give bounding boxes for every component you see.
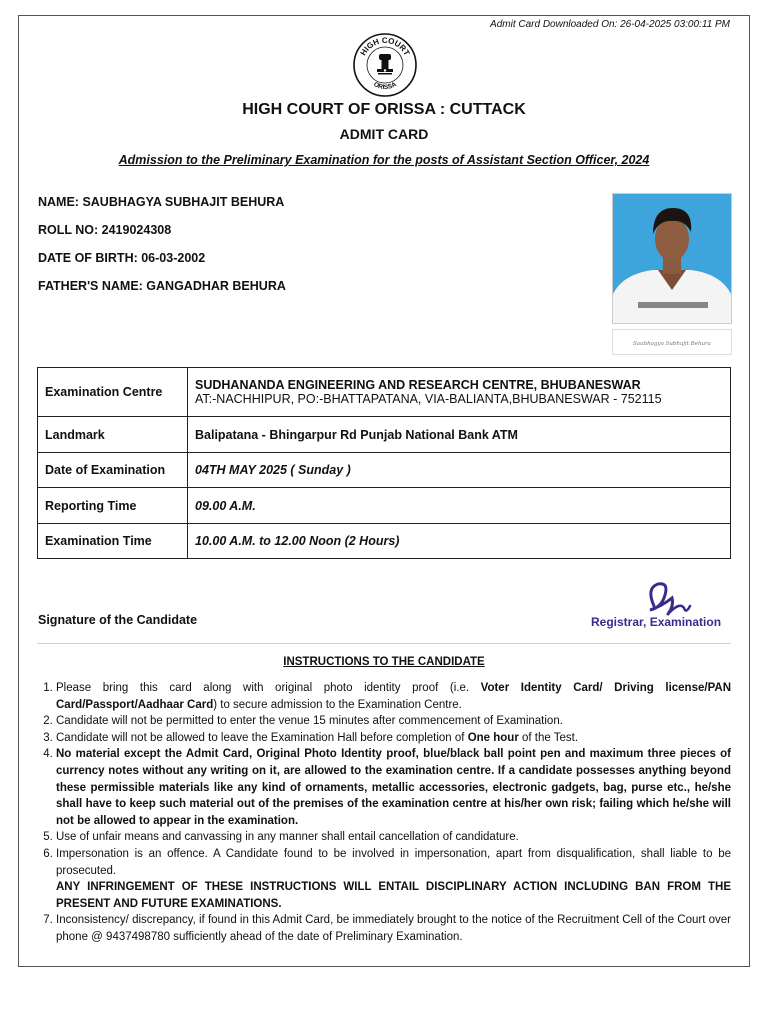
instruction-warning: ANY INFRINGEMENT OF THESE INSTRUCTIONS WILL ENTAIL DISCIPLINARY ACTION INCLUDING BAN FROM THE PRESENT AND FUTURE EXAMINATIONS. [56,881,731,910]
list-item [56,846,731,912]
list-item [56,730,731,747]
instructions-list [37,680,731,946]
table-row [38,524,731,559]
table-row [38,417,731,453]
instruction-emphasis: Voter Identity Card/ Driving license/PAN Card/Passport/Aadhaar Card [56,682,731,711]
admit-card [18,15,750,967]
exam-centre-value [188,368,731,417]
instruction-text: 6. Impersonation is an offence. A Candidate found to be involved in impersonation, apart from disqualification, shall liable to be prosecuted. [56,847,731,877]
exam-date-value: 04TH MAY 2025 ( Sunday ) [188,453,731,488]
table-row [38,368,731,417]
reporting-time-value: 09.00 A.M. [188,488,731,524]
candidate-photo [612,193,732,324]
photo-signature-text: Saubhagya Subhajit Behura [633,341,711,347]
list-item [56,829,731,846]
landmark-label: Landmark [38,417,188,453]
instruction-text: Candidate will not be permitted to enter the venue 15 minutes after commencement of Examination. [56,715,563,728]
exam-date-label: Date of Examination [38,453,188,488]
table-row [38,488,731,524]
exam-time-label: Examination Time [38,524,188,559]
landmark-value: Balipatana - Bhingarpur Rd Punjab National Bank ATM [188,417,731,453]
instruction-text: ) to secure admission to the Examination Centre. [213,698,462,711]
list-item [56,680,731,713]
instruction-text: Candidate will not be allowed to leave the Examination Hall before completion of [56,731,468,744]
instructions-heading: INSTRUCTIONS TO THE CANDIDATE [283,656,485,668]
exam-time-value: 10.00 A.M. to 12.00 Noon (2 Hours) [188,524,731,559]
divider [37,643,731,644]
exam-centre-label: Examination Centre [38,368,188,417]
date-of-birth: DATE OF BIRTH: 06-03-2002 [38,251,206,265]
exam-centre-address: AT:-NACHHIPUR, PO:-BHATTAPATANA, VIA-BALIANTA,BHUBANESWAR - 752115 [195,392,662,406]
instruction-emphasis: One hour [467,731,519,744]
candidate-photo-signature [612,329,732,355]
roll-number: ROLL NO: 2419024308 [38,223,172,237]
svg-text:ORISSA [372,81,398,91]
exam-centre-name: SUDHANANDA ENGINEERING AND RESEARCH CENTRE, BHUBANESWAR [195,378,641,392]
instruction-text: of the Test. [518,731,579,744]
download-timestamp: Admit Card Downloaded On: 26-04-2025 03:00:11 PM [490,19,730,30]
list-item [56,912,731,945]
photo-signature-graphic [613,330,731,354]
seal-top-text: HIGH COURT [358,35,412,58]
table-row [38,453,731,488]
instruction-text: Inconsistency/ discrepancy, if found in this Admit Card, be immediately brought to the notice of the Recruitment Cell of the Court over phone @ 9437498780 sufficiently ahead of the date of Preliminary Examination. [56,914,731,943]
list-item [56,746,731,829]
registrar-title: Registrar, Examination [591,615,722,629]
document-title: ADMIT CARD [339,126,429,142]
court-name: HIGH COURT OF ORISSA : CUTTACK [242,101,526,118]
instruction-text: Use of unfair means and canvassing in any manner shall entail cancellation of candidature. [56,831,519,844]
candidate-signature-label: Signature of the Candidate [38,613,198,627]
high-court-seal-icon [352,32,418,98]
instruction-text: No material except the Admit Card, Original Photo Identity proof, blue/black ball point pen and maximum three pieces of currency notes without any writing on it, are allowed to the examination centre. If a candidate possesses anything beyond these permissible materials like any kind of ornaments, metallic accessories, electronic gadgets, bag, purse etc., he/she shall have to keep such material out of the premises of the examination centre at his/her own risk; failing which he/she will not be allowed to appear in the examination. [56,748,731,827]
list-item [56,713,731,730]
admission-subtitle: Admission to the Preliminary Examination for the posts of Assistant Section Officer, 2024 [118,153,650,167]
reporting-time-label: Reporting Time [38,488,188,524]
exam-details-table [37,367,731,559]
fathers-name: FATHER'S NAME: GANGADHAR BEHURA [38,279,286,293]
seal-bottom-text: ORISSA [372,80,398,92]
candidate-name: NAME: SAUBHAGYA SUBHAJIT BEHURA [38,195,285,209]
instruction-text: Please bring this card along with original photo identity proof (i.e. [56,682,481,694]
candidate-photo-icon [613,194,731,323]
